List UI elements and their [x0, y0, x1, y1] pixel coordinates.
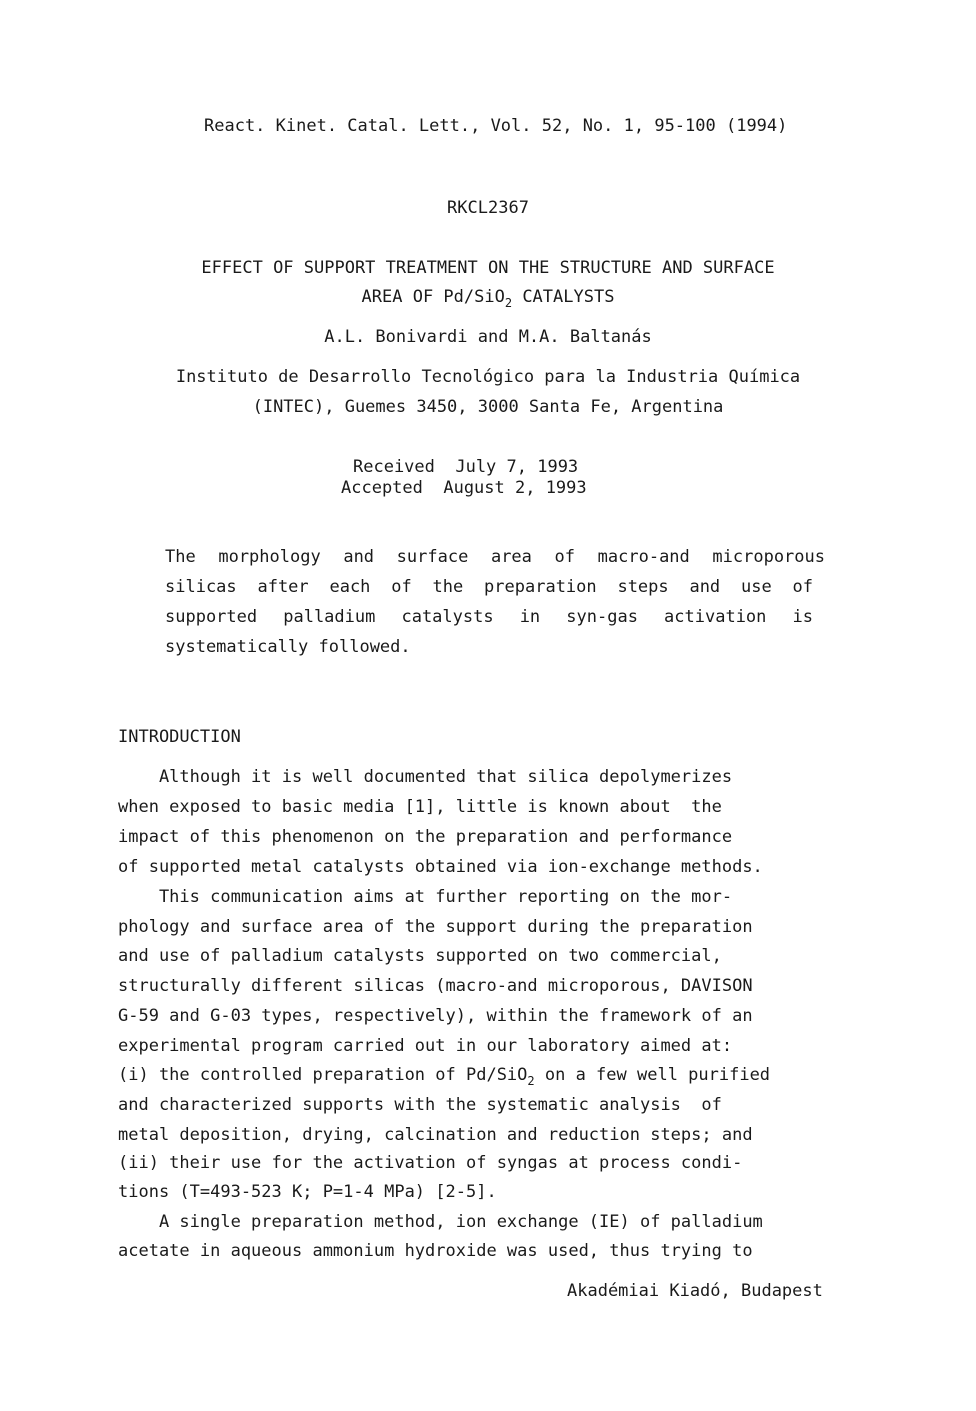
- body-line: and characterized supports with the systematic analysis of: [118, 1095, 722, 1115]
- title-line-1: EFFECT OF SUPPORT TREATMENT ON THE STRUCTURE AND SURFACE: [201, 258, 775, 278]
- body-line: (ii) their use for the activation of syngas at process condi-: [118, 1153, 743, 1173]
- body-line: A single preparation method, ion exchange (IE) of palladium: [118, 1212, 763, 1232]
- body-line: tions (T=493-523 K; P=1-4 MPa) [2-5].: [118, 1182, 497, 1202]
- affiliation-line-1: Instituto de Desarrollo Tecnológico para la Industria Química: [175, 367, 801, 387]
- body-line: experimental program carried out in our laboratory aimed at:: [118, 1036, 733, 1056]
- title-subscript: 2: [504, 296, 513, 310]
- body-line-tail: on a few well purified: [534, 1065, 771, 1085]
- article-code: RKCL2367: [447, 198, 529, 218]
- body-line: phology and surface area of the support during the preparation: [118, 917, 753, 937]
- body-line: when exposed to basic media [1], little is known about the: [118, 797, 722, 817]
- publisher-footer: Akadémiai Kiadó, Budapest: [567, 1281, 823, 1301]
- body-line-text: (i) the controlled preparation of Pd/SiO: [118, 1065, 528, 1085]
- title-line-2: [0, 287, 976, 310]
- abstract-line: supported palladium catalysts in syn-gas activation is: [165, 607, 813, 627]
- title-line-2-tail: CATALYSTS: [512, 287, 615, 307]
- body-line: This communication aims at further reporting on the mor-: [118, 887, 733, 907]
- section-heading-introduction: INTRODUCTION: [118, 727, 241, 747]
- body-line: acetate in aqueous ammonium hydroxide was used, thus trying to: [118, 1241, 753, 1261]
- body-line: impact of this phenomenon on the preparation and performance: [118, 827, 733, 847]
- body-line: of supported metal catalysts obtained via ion-exchange methods.: [118, 857, 763, 877]
- body-line: Although it is well documented that silica depolymerizes: [118, 767, 733, 787]
- abstract-line: systematically followed.: [165, 637, 411, 657]
- journal-citation: React. Kinet. Catal. Lett., Vol. 52, No. 1, 95-100 (1994): [204, 116, 788, 136]
- received-date: Received July 7, 1993: [353, 457, 579, 477]
- body-subscript: 2: [527, 1074, 535, 1088]
- body-line: G-59 and G-03 types, respectively), within the framework of an: [118, 1006, 753, 1026]
- abstract-line: silicas after each of the preparation steps and use of: [165, 577, 813, 597]
- affiliation-line-2: (INTEC), Guemes 3450, 3000 Santa Fe, Argentina: [252, 397, 724, 417]
- body-line: structurally different silicas (macro-and microporous, DAVISON: [118, 976, 753, 996]
- title-line-2-text: AREA OF Pd/SiO: [361, 287, 505, 307]
- accepted-date: Accepted August 2, 1993: [341, 478, 587, 498]
- authors: A.L. Bonivardi and M.A. Baltanás: [324, 327, 652, 347]
- body-line: metal deposition, drying, calcination and reduction steps; and: [118, 1125, 753, 1145]
- body-line-with-subscript: [118, 1065, 771, 1088]
- body-line: and use of palladium catalysts supported on two commercial,: [118, 946, 722, 966]
- abstract-line: The morphology and surface area of macro-and microporous: [165, 547, 825, 567]
